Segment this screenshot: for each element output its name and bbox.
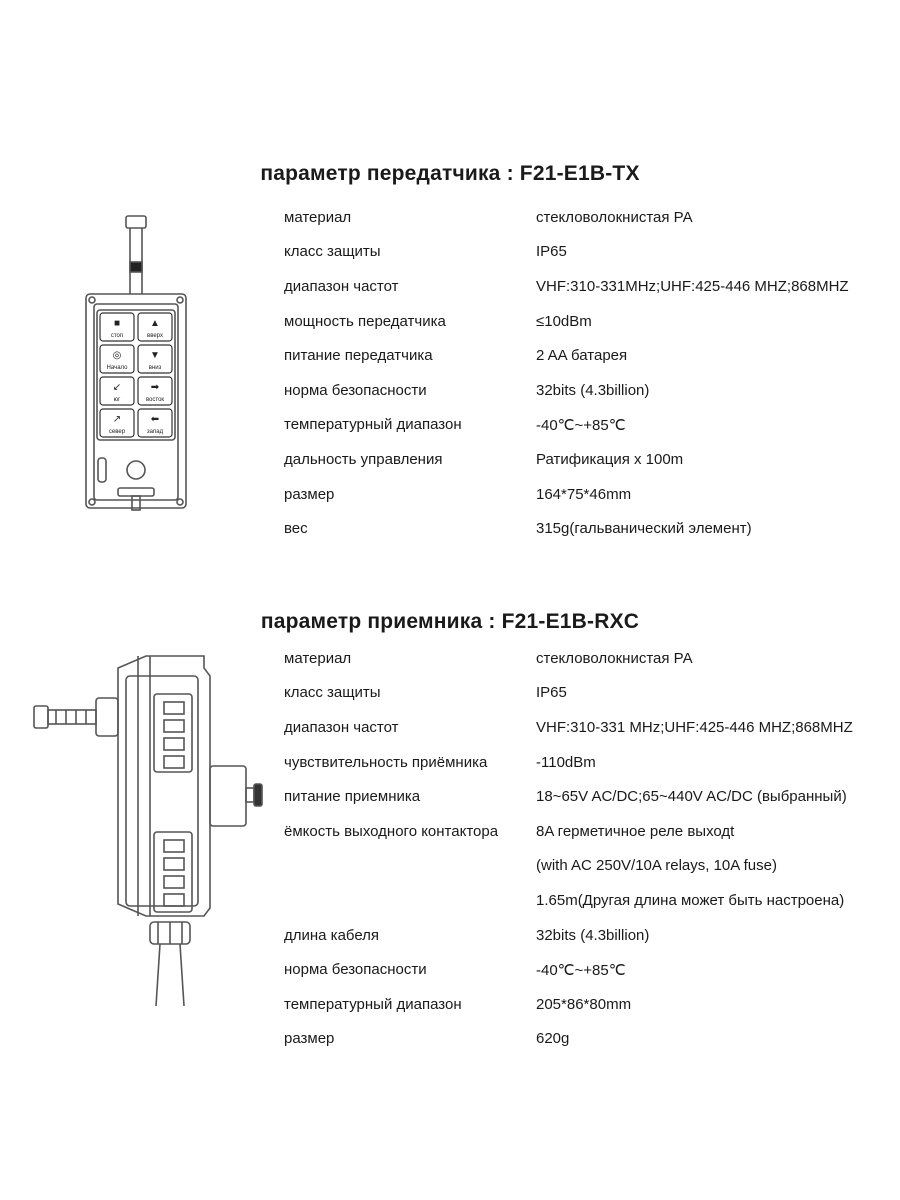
spec-row: [284, 477, 894, 512]
keypad-key-label: юг: [113, 397, 121, 403]
spec-value: ≤10dBm: [536, 312, 592, 330]
spec-label: питание приемника: [284, 788, 421, 806]
spec-value: -40℃~+85℃: [536, 961, 626, 979]
spec-label: материал: [284, 649, 352, 667]
spec-row: [284, 952, 894, 987]
spec-value: стекловолокнистая PA: [536, 649, 693, 667]
keypad-key-icon: ■: [113, 318, 121, 329]
spec-value: 18~65V AC/DC;65~440V AC/DC (выбранный): [536, 788, 847, 806]
spec-row: [284, 235, 894, 270]
spec-label: норма безопасности: [284, 381, 427, 399]
keypad-key-icon: ➡: [150, 382, 160, 393]
keypad-key: [138, 377, 172, 405]
keypad-key-label: запад: [146, 429, 164, 435]
spec-value: VHF:310-331 MHz;UHF:425-446 MHZ;868MHZ: [536, 718, 853, 736]
transmitter-title: параметр передатчика : F21-E1B-TX: [260, 162, 640, 185]
spec-label: ёмкость выходного контактора: [284, 822, 499, 840]
spec-label: вес: [284, 520, 308, 538]
keypad-key-icon: ◎: [112, 350, 122, 361]
keypad-key-icon: ⬅: [150, 414, 160, 425]
spec-row: [284, 745, 894, 780]
spec-label: мощность передатчика: [284, 312, 446, 330]
spec-value: 164*75*46mm: [536, 485, 632, 503]
spec-value: 8A герметичное реле выходt: [536, 822, 735, 840]
spec-value: 620g: [536, 1030, 570, 1048]
spec-value: 32bits (4.3billion): [536, 381, 650, 399]
spec-label: дальность управления: [284, 450, 443, 468]
spec-row: [284, 338, 894, 373]
receiver-title: параметр приемника : F21-E1B-RXC: [260, 610, 640, 633]
spec-label: диапазон частот: [284, 277, 399, 295]
spec-value: IP65: [536, 684, 567, 702]
spec-value: 315g(гальванический элемент): [536, 520, 752, 538]
spec-row: [284, 918, 894, 953]
keypad-key: [138, 345, 172, 373]
spec-row: [284, 987, 894, 1022]
spec-value: стекловолокнистая PA: [536, 208, 693, 226]
spec-value: 2 AA батарея: [536, 347, 628, 365]
spec-label: размер: [284, 485, 335, 503]
spec-label: норма безопасности: [284, 961, 427, 979]
spec-row: [284, 200, 894, 235]
spec-row: [284, 849, 894, 884]
spec-label: температурный диапазон: [284, 995, 462, 1013]
keypad-key: [138, 313, 172, 341]
spec-value: -40℃~+85℃: [536, 416, 626, 434]
spec-row: [284, 1022, 894, 1057]
spec-value: IP65: [536, 243, 567, 261]
spec-row: [284, 442, 894, 477]
spec-value: -110dBm: [536, 753, 596, 771]
spec-value: 205*86*80mm: [536, 995, 632, 1013]
spec-row: [284, 676, 894, 711]
spec-label: длина кабеля: [284, 926, 380, 944]
keypad-key-label: стоп: [110, 333, 124, 339]
spec-label: температурный диапазон: [284, 416, 462, 434]
keypad-key-icon: ↙: [112, 382, 122, 393]
spec-row: [284, 883, 894, 918]
spec-label: размер: [284, 1030, 335, 1048]
keypad-key: [100, 313, 134, 341]
spec-label: питание передатчика: [284, 347, 433, 365]
spec-row: [284, 779, 894, 814]
keypad-key-icon: ▼: [150, 350, 160, 361]
spec-value: Ратификация х 100m: [536, 450, 684, 468]
receiver-drawing: [26, 648, 276, 1013]
keypad-key-label: Начало: [106, 365, 128, 371]
keypad-key-label: север: [108, 429, 126, 435]
spec-value: (with AC 250V/10A relays, 10A fuse): [536, 857, 777, 875]
keypad-key: [138, 409, 172, 437]
spec-row: [284, 814, 894, 849]
spec-row: [284, 304, 894, 339]
spec-value: 32bits (4.3billion): [536, 926, 650, 944]
spec-value: 1.65m(Другая длина может быть настроена): [536, 891, 845, 909]
keypad-key-label: вверх: [147, 333, 163, 339]
spec-label: диапазон частот: [284, 718, 399, 736]
keypad-key: [100, 377, 134, 405]
keypad-key-label: восток: [145, 397, 165, 403]
spec-label: чувствительность приёмника: [284, 753, 488, 771]
spec-row: [284, 511, 894, 546]
spec-row: [284, 373, 894, 408]
spec-row: [284, 269, 894, 304]
receiver-specs: [284, 641, 894, 1056]
keypad-key: [100, 345, 134, 373]
keypad-key-icon: ▲: [150, 318, 160, 329]
keypad-key-icon: ↗: [112, 414, 122, 425]
spec-label: класс защиты: [284, 243, 381, 261]
spec-value: VHF:310-331MHz;UHF:425-446 MHZ;868MHZ: [536, 277, 849, 295]
spec-row: [284, 408, 894, 443]
keypad-key: [100, 409, 134, 437]
spec-row: [284, 641, 894, 676]
spec-row: [284, 710, 894, 745]
transmitter-drawing: [80, 212, 192, 527]
transmitter-specs: [284, 200, 894, 546]
spec-label: класс защиты: [284, 684, 381, 702]
keypad-key-label: вниз: [148, 365, 162, 371]
spec-label: материал: [284, 208, 352, 226]
